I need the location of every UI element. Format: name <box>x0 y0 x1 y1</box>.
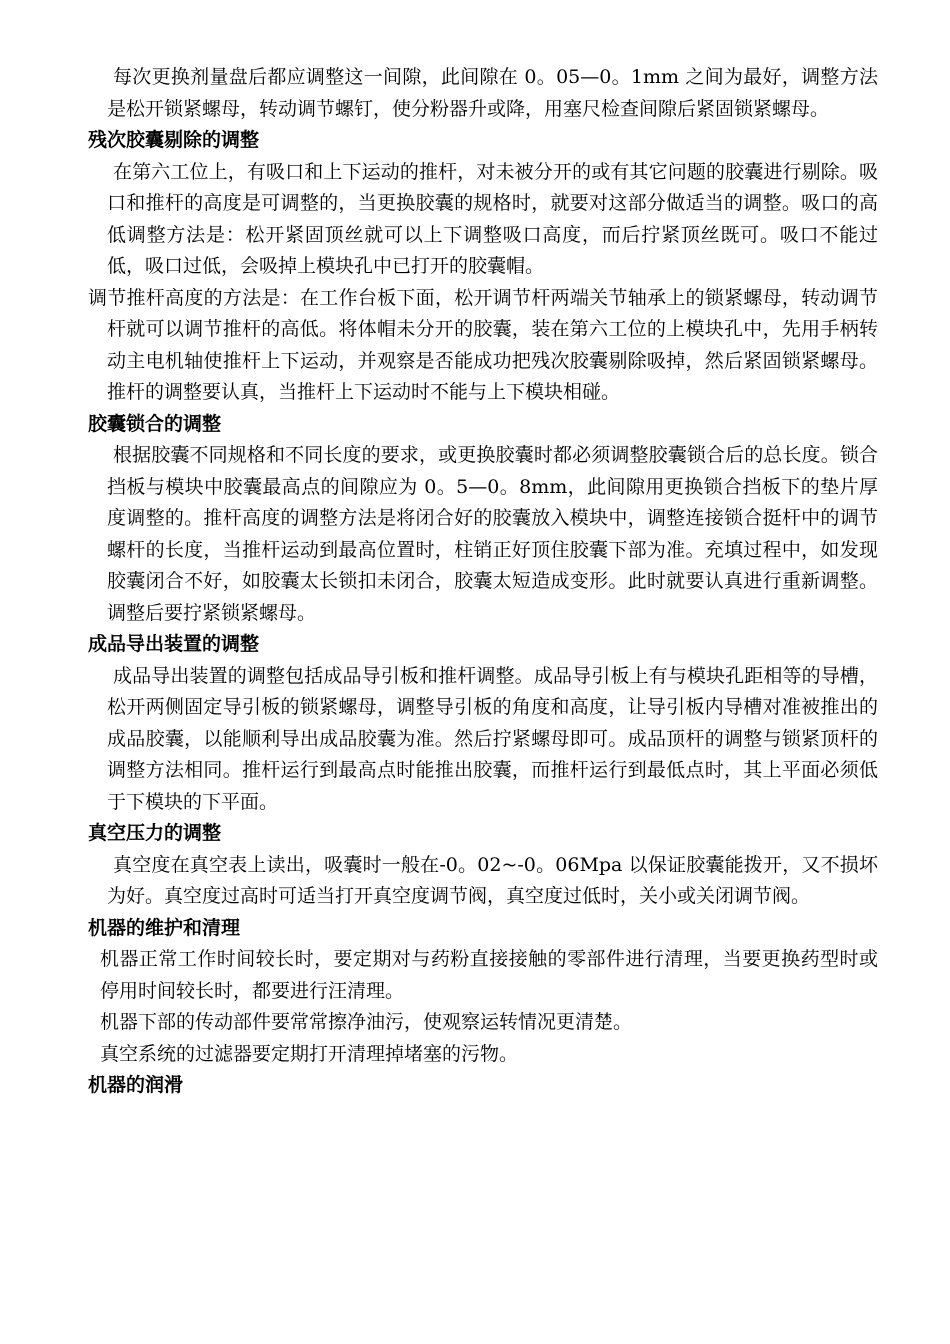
heading-product-output: 成品导出装置的调整 <box>88 633 260 655</box>
maintenance-item-vacuum-filter: 真空系统的过滤器要定期打开清理掉堵塞的污物。 <box>100 1042 519 1065</box>
maintenance-item-drive-parts: 机器下部的传动部件要常常擦净油污，使观察运转情况更清楚。 <box>100 1011 633 1033</box>
heading-defect-rejection: 残次胶囊剔除的调整 <box>88 129 260 151</box>
maintenance-list <box>88 944 878 1070</box>
paragraph-vacuum-pressure: 真空度在真空表上读出，吸囊时一般在-0。02~-0。06Mpa 以保证胶囊能拨开，又不损坏为好。真空度过高时可适当打开真空度调节阀，真空度过低时，关小或关闭调节阀。 <box>107 853 878 907</box>
paragraph-push-rod-height: 调节推杆高度的方法是：在工作台板下面，松开调节杆两端关节轴承上的锁紧螺母，转动调节杆就可以调节推杆的高低。将体帽未分开的胶囊，装在第六工位的上模块孔中，先用手柄转动主电机轴使推杆上下运动，并观察是否能成功把残次胶囊剔除吸掉，然后紧固锁紧螺母。推杆的调整要认真，当推杆上下运动时不能与上下模块相碰。 <box>88 286 878 403</box>
heading-lubrication: 机器的润滑 <box>88 1074 184 1096</box>
paragraph-defect-rejection: 在第六工位上，有吸口和上下运动的推杆，对未被分开的或有其它问题的胶囊进行剔除。吸口和推杆的高度是可调整的，当更换胶囊的规格时，就要对这部分做适当的调整。吸口的高低调整方法是：松开紧固顶丝就可以上下调整吸口高度，而后拧紧顶丝既可。吸口不能过低，吸口过低，会吸掉上模块孔中已打开的胶囊帽。 <box>107 160 878 277</box>
paragraph-dose-disc-gap: 每次更换剂量盘后都应调整这一间隙，此间隙在 0。05—0。1mm 之间为最好，调整方法是松开锁紧螺母，转动调节螺钉，使分粉器升或降，用塞尺检查间隙后紧固锁紧螺母。 <box>107 66 878 120</box>
paragraph-product-output: 成品导出装置的调整包括成品导引板和推杆调整。成品导引板上有与模块孔距相等的导槽，松开两侧固定导引板的锁紧螺母，调整导引板的角度和高度，让导引板内导槽对准被推出的成品胶囊，以能顺利导出成品胶囊为准。然后拧紧螺母即可。成品顶杆的调整与锁紧顶杆的调整方法相同。推杆运行到最高点时能推出胶囊，而推杆运行到最低点时，其上平面必须低于下模块的下平面。 <box>107 664 878 813</box>
heading-vacuum-pressure: 真空压力的调整 <box>88 822 222 844</box>
maintenance-item-regular-clean: 机器正常工作时间较长时，要定期对与药粉直接接触的零部件进行清理，当要更换药型时或停用时间较长时，都要进行汪清理。 <box>100 948 878 1002</box>
heading-maintenance-cleaning: 机器的维护和清理 <box>88 916 241 939</box>
document-page <box>88 62 878 1102</box>
paragraph-capsule-locking: 根据胶囊不同规格和不同长度的要求，或更换胶囊时都必须调整胶囊锁合后的总长度。锁合挡板与模块中胶囊最高点的间隙应为 0。5—0。8mm，此间隙用更换锁合挡板下的垫片厚度调整的。推杆高度的调整方法是将闭合好的胶囊放入模块中，调整连接锁合挺杆中的调节螺杆的长度，当推杆运动到最高位置时，柱销正好顶住胶囊下部为准。充填过程中，如发现胶囊闭合不好，如胶囊太长锁扣未闭合，胶囊太短造成变形。此时就要认真进行重新调整。调整后要拧紧锁紧螺母。 <box>107 444 878 624</box>
heading-capsule-locking: 胶囊锁合的调整 <box>88 412 222 435</box>
